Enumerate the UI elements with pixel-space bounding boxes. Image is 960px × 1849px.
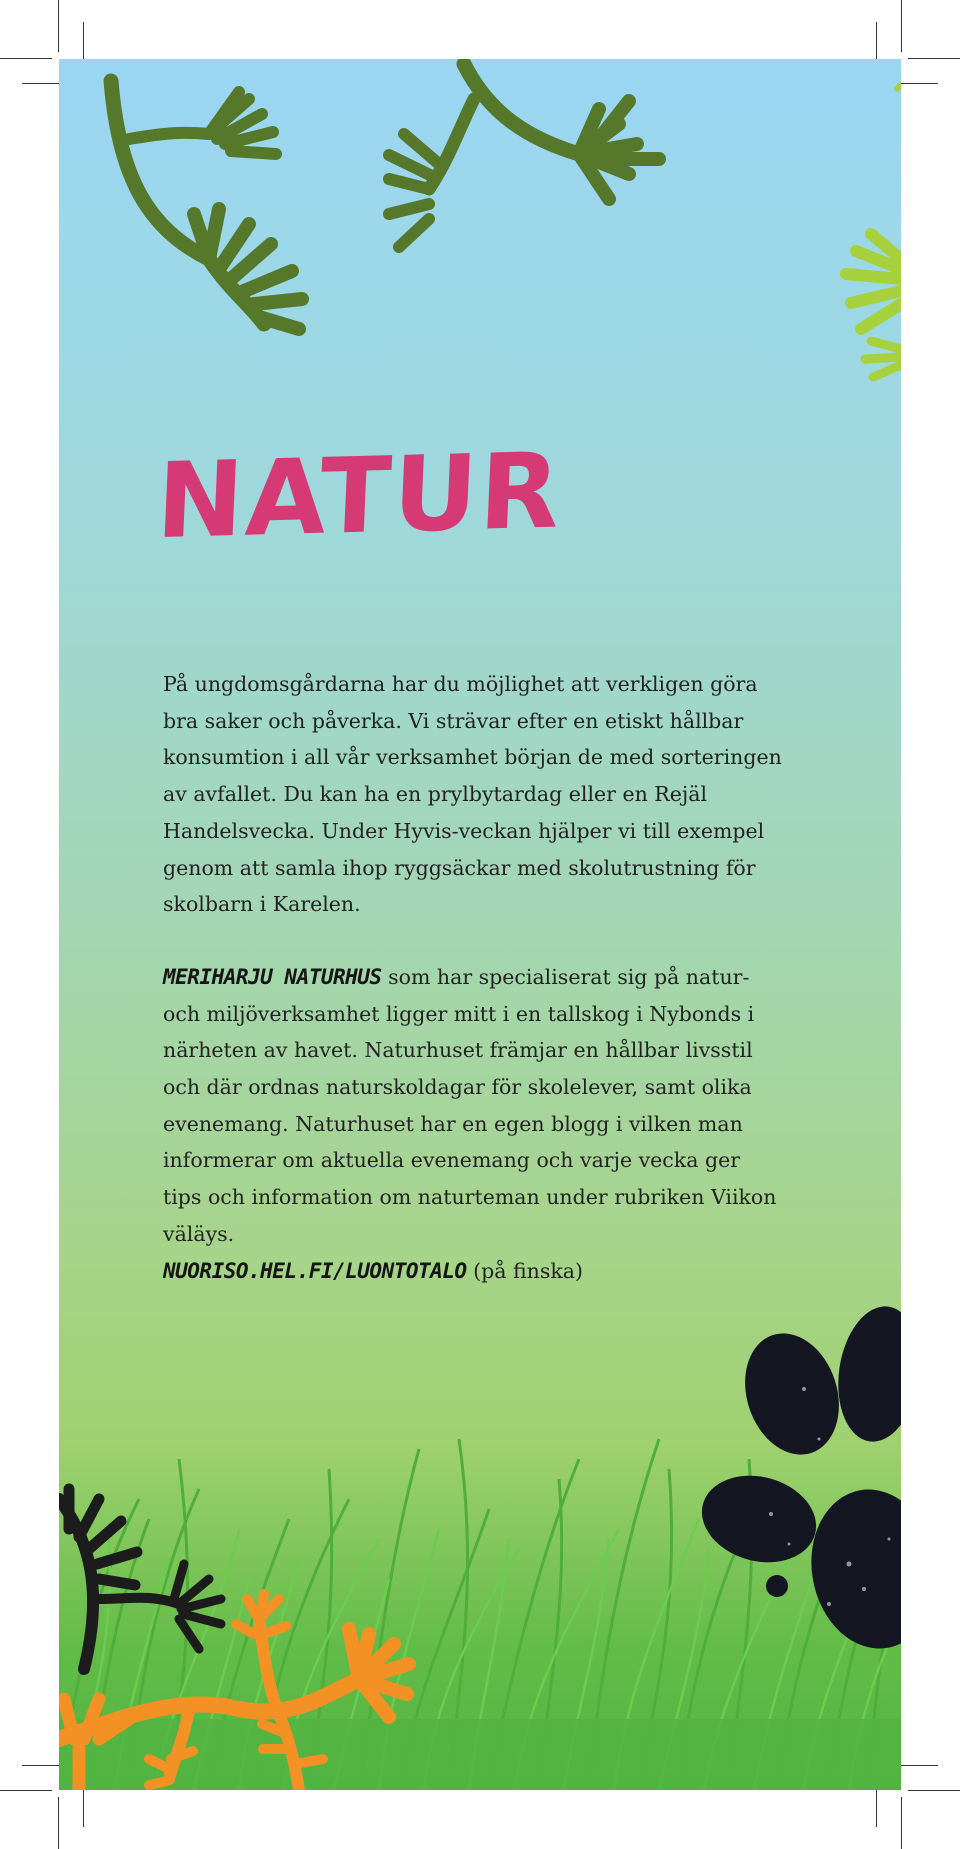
crop-mark: [876, 1785, 877, 1827]
crop-mark: [908, 1790, 960, 1791]
crop-mark: [901, 1797, 902, 1849]
crop-mark: [896, 1765, 938, 1766]
pine-branch-icon: [846, 85, 901, 377]
crop-mark: [22, 1765, 64, 1766]
pine-branch-icon: [389, 64, 659, 247]
body-text: [163, 666, 783, 1289]
crop-mark: [83, 1785, 84, 1827]
crop-mark: [58, 1797, 59, 1849]
intro-paragraph: På ungdomsgårdarna har du möjlighet att verkligen göra bra saker och påverka. Vi strävar efter en etiskt hållbar konsumtion i all vår verksamhet början de med sorteringen av avfallet. Du kan ha en prylbytardag eller en Rejäl Handelsvecka. Under Hyvis-veckan hjälper vi till exempel genom att samla ihop ryggsäckar med skolutrustning för skolbarn i Karelen.: [163, 672, 782, 917]
crop-mark: [58, 0, 59, 52]
website-language-note: (på finska): [466, 1258, 583, 1283]
pine-branch-icon: [111, 81, 302, 329]
page-title: NATUR: [154, 429, 565, 563]
naturhus-paragraph: [163, 959, 783, 1253]
paw-print-icon: [692, 1301, 901, 1658]
crop-mark: [0, 1790, 52, 1791]
naturhus-description: som har specialiserat sig på natur- och miljöverksamhet ligger mitt i en tallskog i Nybonds i närheten av havet. Naturhuset främjar en hållbar livsstil och där ordnas naturskoldagar för skolelever, samt olika evenemang. Naturhuset har en egen blogg i vilken man informerar om aktuella evenemang och varje vecka ger tips och information om naturteman under rubriken Viikon väläys.: [163, 964, 777, 1246]
website-line: [163, 1253, 783, 1290]
crop-mark: [876, 22, 877, 64]
crop-mark: [896, 83, 938, 84]
crop-mark: [83, 22, 84, 64]
naturhus-name: MERIHARJU NATURHUS: [163, 964, 382, 989]
pine-branch-icon: [59, 1489, 221, 1669]
crop-mark: [0, 58, 52, 59]
crop-mark: [901, 0, 902, 52]
website-link[interactable]: NUORISO.HEL.FI/LUONTOTALO: [163, 1258, 467, 1283]
crop-mark: [908, 58, 960, 59]
flyer-panel: [59, 59, 901, 1790]
crop-mark: [22, 83, 64, 84]
